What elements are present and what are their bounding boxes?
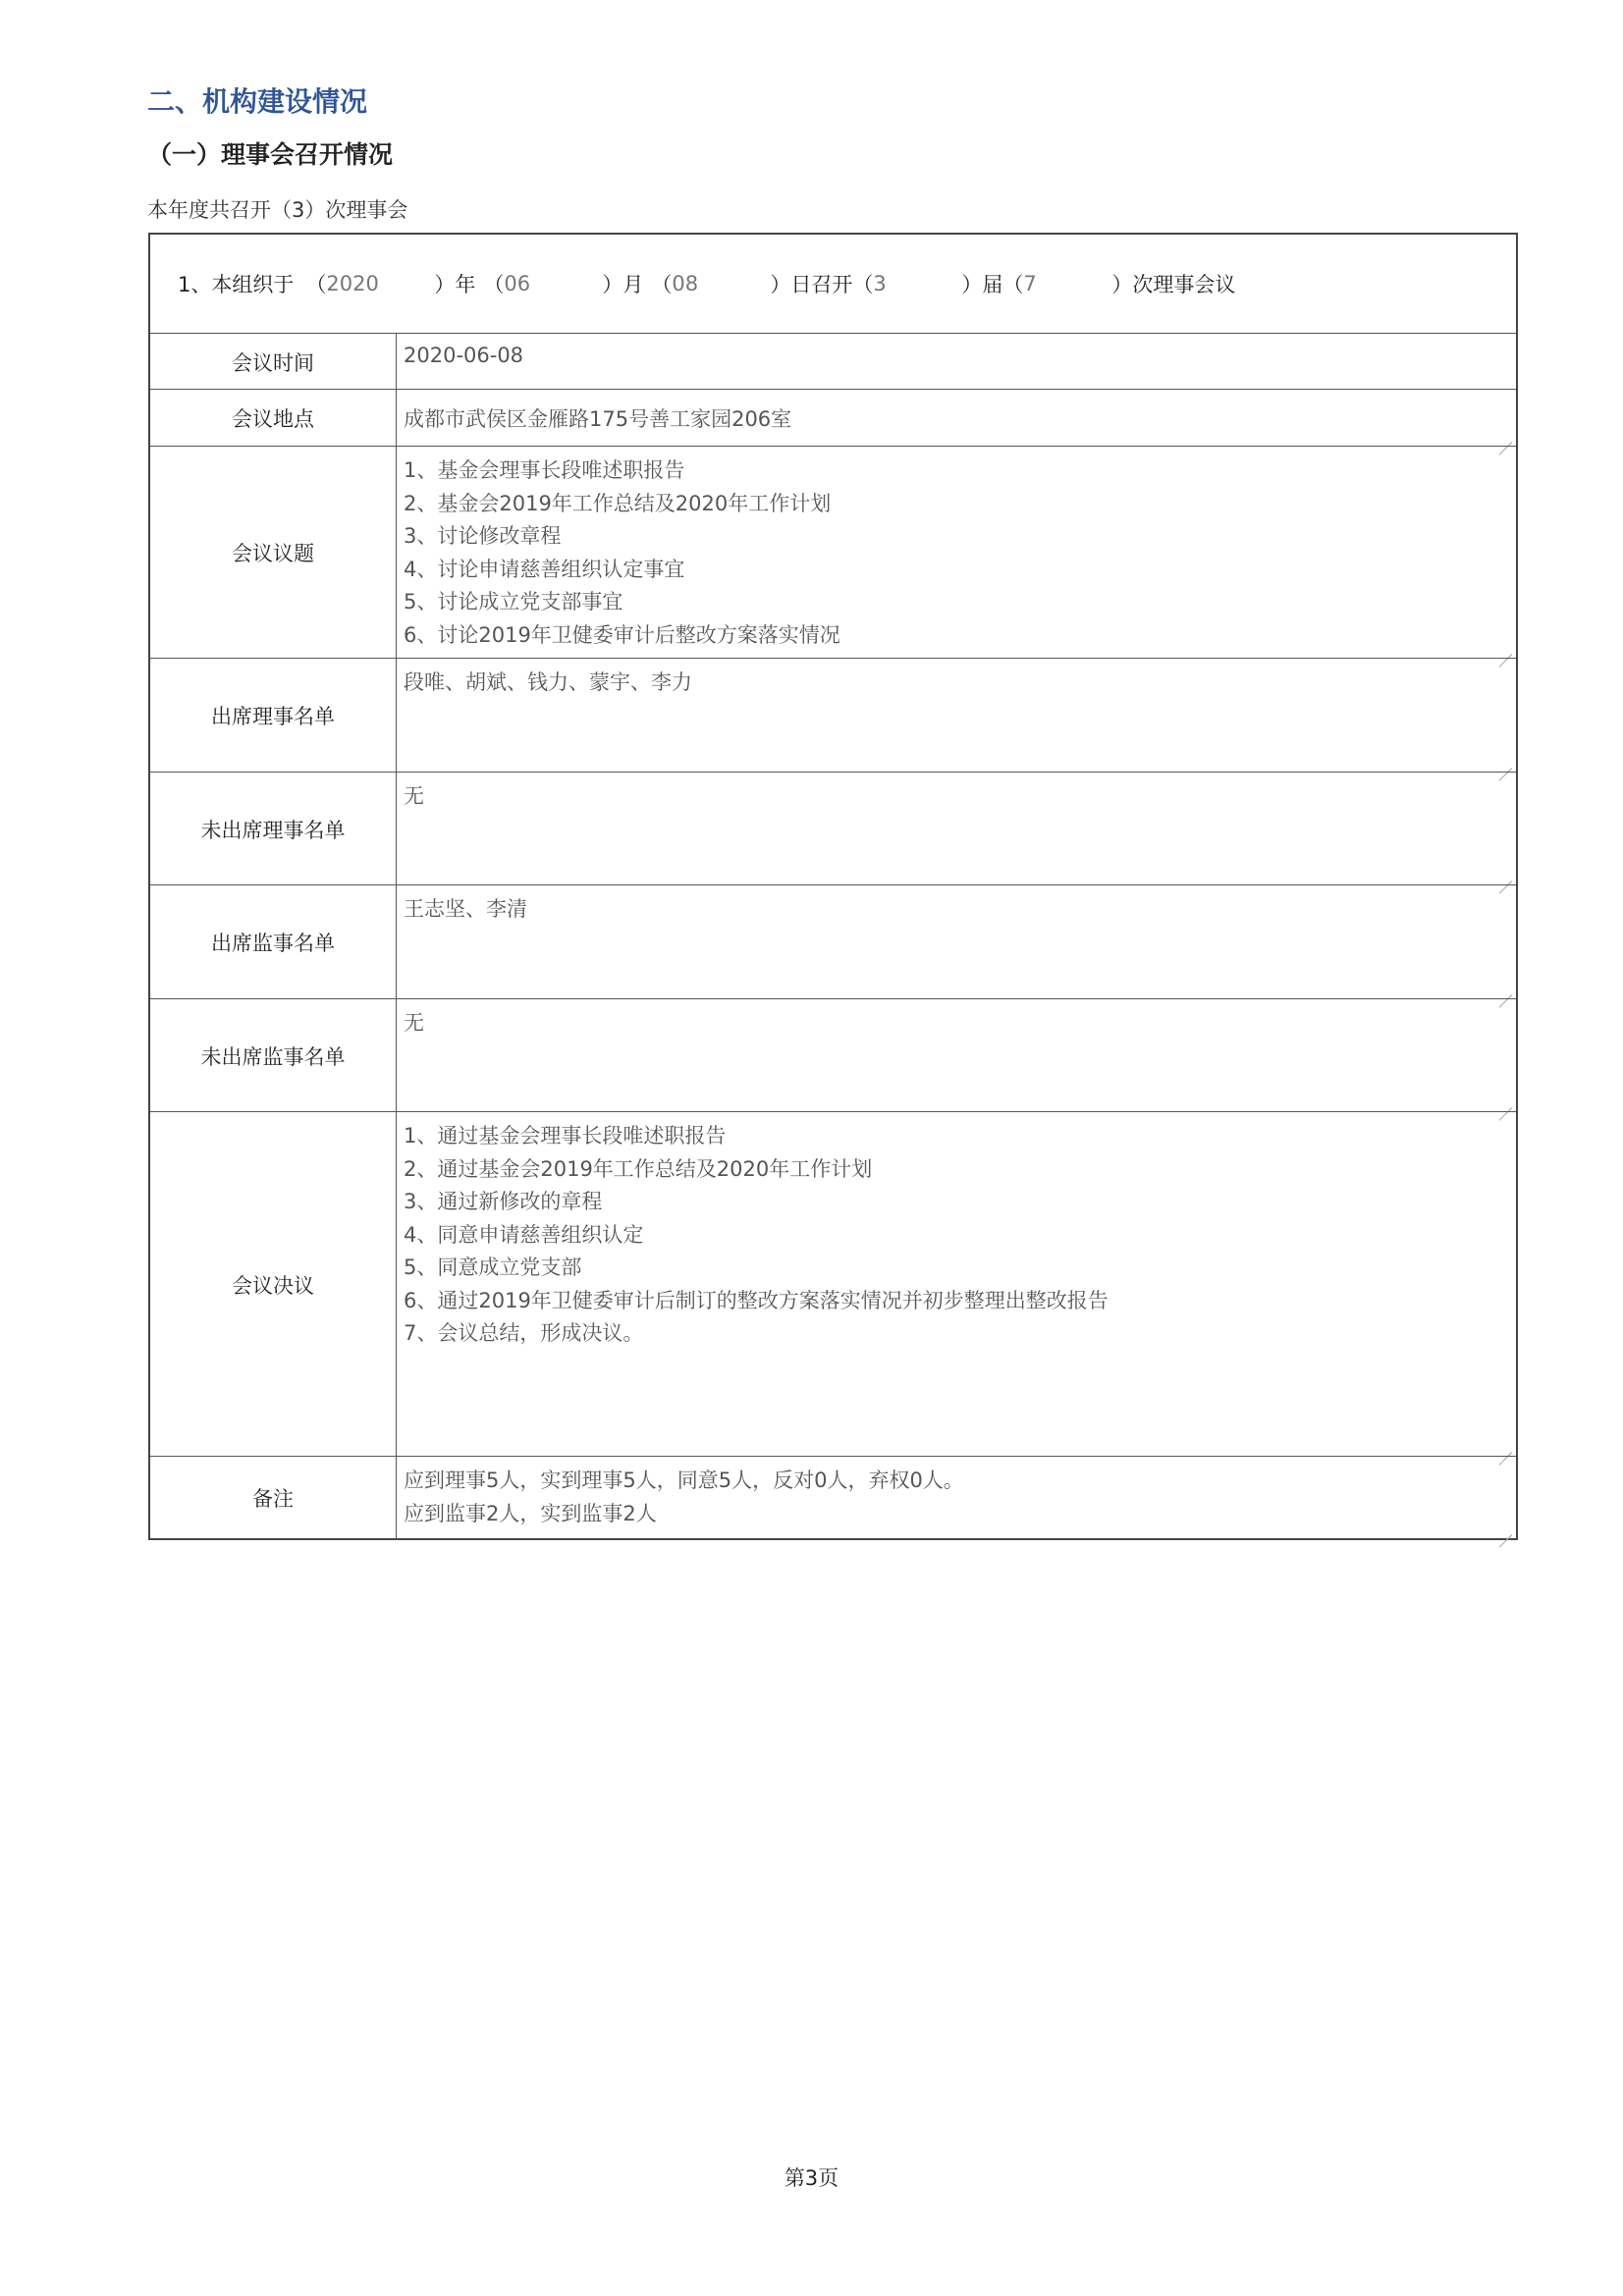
field-line: 2、通过基金会2019年工作总结及2020年工作计划 bbox=[404, 1156, 873, 1181]
month-text: 月 bbox=[622, 273, 644, 296]
table-row bbox=[150, 884, 1516, 999]
open-paren: （ bbox=[1002, 273, 1024, 296]
subsection-title: （一）理事会召开情况 bbox=[147, 140, 394, 169]
resize-handle-icon[interactable] bbox=[1498, 1522, 1512, 1535]
close-paren: ） bbox=[434, 273, 456, 296]
field-line: 4、讨论申请慈善组织认定事宜 bbox=[404, 557, 685, 581]
field-line: 3、通过新修改的章程 bbox=[404, 1190, 603, 1213]
meeting-location-label: 会议地点 bbox=[150, 390, 397, 447]
attending-directors-label: 出席理事名单 bbox=[150, 659, 397, 773]
table-row bbox=[150, 658, 1516, 773]
field-line: 6、讨论2019年卫健委审计后整改方案落实情况 bbox=[404, 622, 840, 647]
year-text: 年 bbox=[455, 273, 476, 296]
field-line: 3、讨论修改章程 bbox=[404, 524, 562, 548]
attending-supervisors-field[interactable] bbox=[398, 885, 1516, 999]
table-row bbox=[150, 1456, 1516, 1539]
field-line: 5、讨论成立党支部事宜 bbox=[404, 590, 623, 614]
table-row bbox=[150, 772, 1516, 885]
field-line: 6、通过2019年卫健委审计后制订的整改方案落实情况并初步整理出整改报告 bbox=[404, 1288, 1109, 1312]
absent-supervisors-label: 未出席监事名单 bbox=[150, 999, 397, 1112]
open-paren: （ bbox=[852, 273, 874, 296]
meeting-resolutions-field[interactable] bbox=[398, 1112, 1516, 1457]
section-title: 二、机构建设情况 bbox=[147, 85, 368, 118]
close-paren: ） bbox=[602, 273, 623, 296]
meeting-count-field[interactable]: 7 bbox=[1023, 272, 1037, 295]
field-line: 2020-06-08 bbox=[404, 344, 524, 367]
resize-handle-icon[interactable] bbox=[1498, 982, 1512, 995]
field-line: 段唯、胡斌、钱力、蒙宇、李力 bbox=[404, 670, 692, 694]
resize-handle-icon[interactable] bbox=[1498, 755, 1512, 769]
field-line: 应到监事2人，实到监事2人 bbox=[404, 1501, 657, 1525]
board-meeting-form bbox=[148, 233, 1518, 1540]
field-line: 4、同意申请慈善组织认定 bbox=[404, 1222, 644, 1247]
day-convened-text: 日召开 bbox=[790, 273, 853, 296]
resize-handle-icon[interactable] bbox=[1498, 641, 1512, 655]
absent-directors-label: 未出席理事名单 bbox=[150, 773, 397, 885]
field-line: 7、会议总结，形成决议。 bbox=[404, 1321, 644, 1345]
field-line: 1、基金会理事长段唯述职报告 bbox=[404, 458, 685, 482]
meeting-resolutions-label: 会议决议 bbox=[150, 1112, 397, 1457]
field-line: 无 bbox=[404, 1011, 424, 1035]
meeting-day-field[interactable]: 08 bbox=[672, 272, 699, 295]
meeting-time-label: 会议时间 bbox=[150, 334, 397, 390]
meeting-prefix: 1、本组织于 bbox=[178, 273, 295, 296]
open-paren: （ bbox=[651, 273, 673, 296]
table-row bbox=[150, 333, 1516, 390]
resize-handle-icon[interactable] bbox=[1498, 868, 1512, 881]
attending-supervisors-label: 出席监事名单 bbox=[150, 885, 397, 999]
meeting-year-field[interactable]: 2020 bbox=[326, 272, 379, 295]
resize-handle-icon[interactable] bbox=[1498, 1095, 1512, 1108]
session-text: 届 bbox=[982, 273, 1003, 296]
field-line: 成都市武侯区金雁路175号善工家园206室 bbox=[404, 407, 792, 431]
remarks-field[interactable] bbox=[398, 1457, 1516, 1539]
page-number: 第3页 bbox=[784, 2166, 839, 2190]
meeting-month-field[interactable]: 06 bbox=[504, 272, 531, 295]
open-paren: （ bbox=[305, 273, 327, 296]
open-paren: （ bbox=[483, 273, 505, 296]
meeting-topics-label: 会议议题 bbox=[150, 447, 397, 659]
field-line: 2、基金会2019年工作总结及2020年工作计划 bbox=[404, 491, 832, 515]
remarks-label: 备注 bbox=[150, 1457, 397, 1539]
close-paren: ） bbox=[1111, 273, 1133, 296]
table-row bbox=[150, 389, 1516, 447]
attending-directors-field[interactable] bbox=[398, 659, 1516, 773]
table-row bbox=[150, 998, 1516, 1112]
resize-handle-icon[interactable] bbox=[1498, 429, 1512, 443]
meeting-suffix: 次理事会议 bbox=[1132, 273, 1236, 296]
meeting-topics-field[interactable] bbox=[398, 447, 1516, 659]
close-paren: ） bbox=[770, 273, 791, 296]
field-line: 王志坚、李清 bbox=[404, 897, 527, 921]
table-row bbox=[150, 446, 1516, 659]
field-line: 应到理事5人，实到理事5人，同意5人，反对0人，弃权0人。 bbox=[404, 1468, 964, 1492]
meeting-location-field[interactable] bbox=[398, 390, 1516, 447]
meeting-session-field[interactable]: 3 bbox=[873, 272, 887, 295]
field-line: 无 bbox=[404, 784, 424, 808]
meeting-info-line bbox=[178, 235, 1235, 333]
meeting-info-row bbox=[150, 235, 1516, 333]
meeting-time-field[interactable] bbox=[398, 334, 1516, 390]
field-line: 5、同意成立党支部 bbox=[404, 1255, 582, 1279]
field-line: 1、通过基金会理事长段唯述职报告 bbox=[404, 1124, 727, 1148]
absent-directors-field[interactable] bbox=[398, 773, 1516, 885]
meeting-summary: 本年度共召开（3）次理事会 bbox=[147, 198, 408, 222]
table-row bbox=[150, 1111, 1516, 1457]
close-paren: ） bbox=[961, 273, 983, 296]
resize-handle-icon[interactable] bbox=[1498, 1439, 1512, 1453]
absent-supervisors-field[interactable] bbox=[398, 999, 1516, 1112]
